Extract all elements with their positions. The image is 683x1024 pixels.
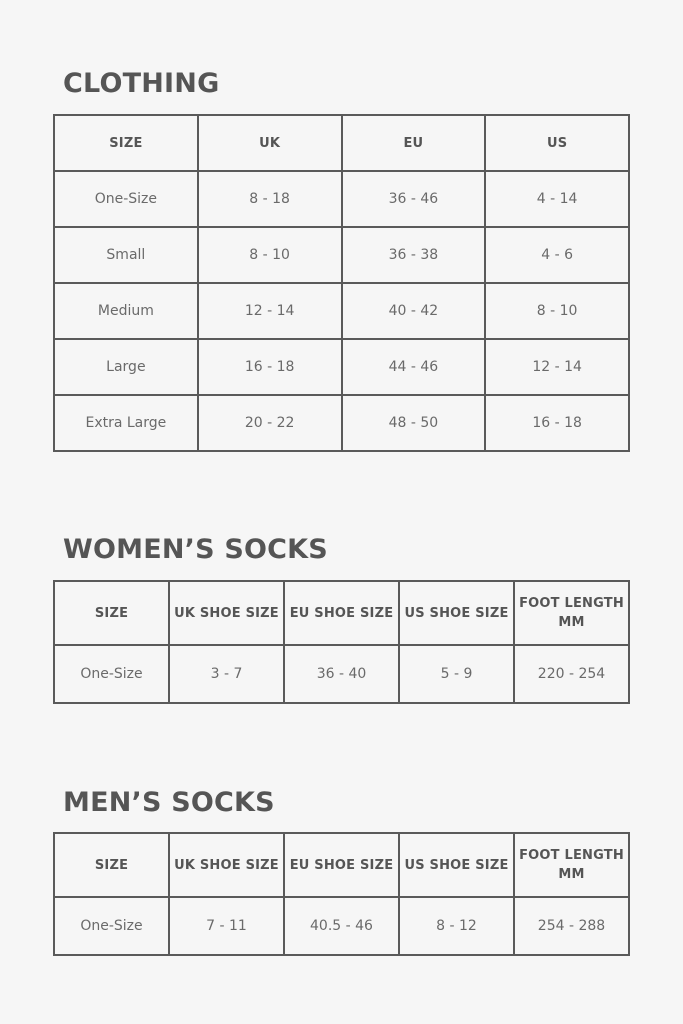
us-shoe-size-cell: 5 - 9 [399, 645, 514, 703]
column-header-foot-length: FOOT LENGTH MM [514, 833, 629, 897]
column-header-uk-shoe-size: UK SHOE SIZE [169, 833, 284, 897]
column-header-us-shoe-size: US SHOE SIZE [399, 581, 514, 645]
us-cell: 12 - 14 [485, 339, 629, 395]
womens-socks-title: WOMEN’S SOCKS [63, 534, 328, 565]
uk-cell: 20 - 22 [198, 395, 342, 451]
table-row [54, 645, 629, 703]
eu-shoe-size-cell: 40.5 - 46 [284, 897, 399, 955]
uk-shoe-size-cell: 7 - 11 [169, 897, 284, 955]
table-header-row [54, 115, 629, 171]
eu-shoe-size-cell: 36 - 40 [284, 645, 399, 703]
table-row [54, 171, 629, 227]
us-shoe-size-cell: 8 - 12 [399, 897, 514, 955]
foot-length-cell: 254 - 288 [514, 897, 629, 955]
clothing-size-table [53, 114, 630, 452]
clothing-title: CLOTHING [63, 68, 220, 99]
size-cell: Large [54, 339, 198, 395]
table-row [54, 227, 629, 283]
table-row [54, 395, 629, 451]
size-cell: One-Size [54, 645, 169, 703]
column-header-size: SIZE [54, 581, 169, 645]
column-header-size: SIZE [54, 115, 198, 171]
column-header-us: US [485, 115, 629, 171]
table-row [54, 339, 629, 395]
table-row [54, 897, 629, 955]
column-header-us-shoe-size: US SHOE SIZE [399, 833, 514, 897]
us-cell: 4 - 6 [485, 227, 629, 283]
uk-cell: 8 - 18 [198, 171, 342, 227]
table-row [54, 283, 629, 339]
size-cell: One-Size [54, 897, 169, 955]
eu-cell: 40 - 42 [342, 283, 486, 339]
column-header-uk: UK [198, 115, 342, 171]
size-cell: Small [54, 227, 198, 283]
eu-cell: 44 - 46 [342, 339, 486, 395]
column-header-eu-shoe-size: EU SHOE SIZE [284, 581, 399, 645]
uk-cell: 12 - 14 [198, 283, 342, 339]
uk-cell: 16 - 18 [198, 339, 342, 395]
uk-cell: 8 - 10 [198, 227, 342, 283]
eu-cell: 36 - 38 [342, 227, 486, 283]
us-cell: 8 - 10 [485, 283, 629, 339]
size-cell: One-Size [54, 171, 198, 227]
size-cell: Medium [54, 283, 198, 339]
column-header-foot-length: FOOT LENGTH MM [514, 581, 629, 645]
column-header-eu: EU [342, 115, 486, 171]
column-header-uk-shoe-size: UK SHOE SIZE [169, 581, 284, 645]
eu-cell: 48 - 50 [342, 395, 486, 451]
size-cell: Extra Large [54, 395, 198, 451]
table-header-row [54, 581, 629, 645]
column-header-size: SIZE [54, 833, 169, 897]
mens-socks-title: MEN’S SOCKS [63, 787, 275, 818]
us-cell: 4 - 14 [485, 171, 629, 227]
column-header-eu-shoe-size: EU SHOE SIZE [284, 833, 399, 897]
womens-socks-size-table [53, 580, 630, 704]
foot-length-cell: 220 - 254 [514, 645, 629, 703]
mens-socks-size-table [53, 832, 630, 956]
eu-cell: 36 - 46 [342, 171, 486, 227]
uk-shoe-size-cell: 3 - 7 [169, 645, 284, 703]
us-cell: 16 - 18 [485, 395, 629, 451]
table-header-row [54, 833, 629, 897]
